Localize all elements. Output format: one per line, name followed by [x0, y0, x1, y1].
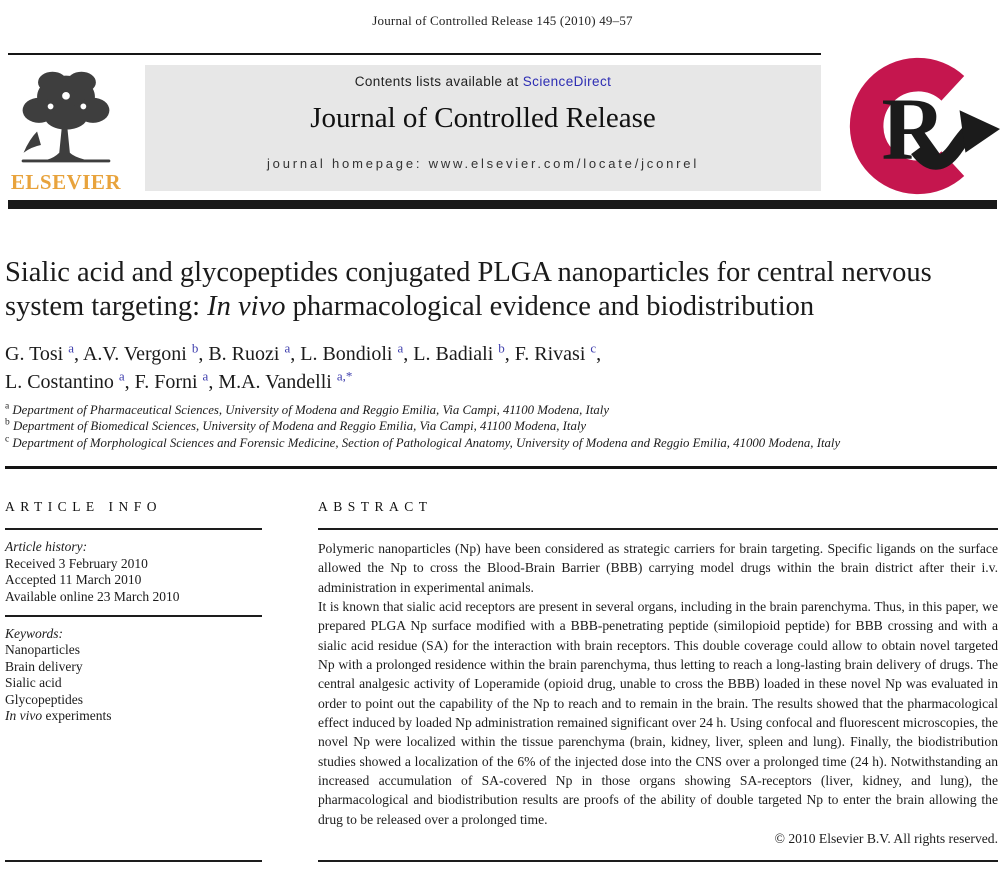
elsevier-wordmark: ELSEVIER	[10, 170, 122, 194]
article-title-line2-pre: system targeting:	[5, 291, 208, 322]
sciencedirect-link[interactable]: ScienceDirect	[522, 74, 612, 89]
contents-line	[145, 65, 821, 89]
article-title-line2-post: pharmacological evidence and biodistribution	[285, 291, 815, 322]
masthead-box	[145, 65, 821, 191]
author-name: F. Rivasi $^c$,	[514, 340, 602, 365]
abstract-heading: ABSTRACT	[318, 499, 433, 514]
top-divider	[8, 53, 821, 55]
journal-citation-header: Journal of Controlled Release 145 (2010) 49–57	[372, 13, 633, 28]
elsevier-tree-icon	[4, 64, 128, 172]
article-info-bottom-rule	[5, 860, 262, 862]
keywords-list	[5, 642, 262, 725]
abstract-rule	[318, 528, 998, 530]
abstract-section	[318, 495, 998, 849]
section-divider	[5, 466, 997, 469]
affiliation: $^b$ Department of Biomedical Sciences, University of Modena and Reggio Emilia, Via Campi, 41100 Modena, Italy	[5, 418, 587, 434]
author-list	[5, 341, 995, 396]
history-item: Available online 23 March 2010	[5, 588, 180, 604]
article-history-label: Article history:	[5, 539, 88, 554]
author-name: M.A. Vandelli $^{a,*}$	[218, 367, 353, 393]
article-history-list	[5, 556, 262, 606]
article-title	[5, 256, 1000, 324]
article-title-line2-italic: In vivo	[207, 291, 286, 322]
keywords-label: Keywords:	[5, 625, 63, 641]
journal-name: Journal of Controlled Release	[310, 102, 656, 134]
article-title-line1: Sialic acid and glycopeptides conjugated PLGA nanoparticles for central nervous	[5, 257, 932, 288]
author-name: G. Tosi $^a$,	[5, 340, 83, 365]
abstract-text	[318, 539, 998, 829]
author-name: L. Costantino $^a$,	[5, 367, 135, 393]
masthead-bottom-bar	[8, 200, 997, 209]
keyword-item: Nanoparticles	[5, 642, 80, 657]
article-info-section	[5, 495, 262, 725]
author-name: B. Ruozi $^a$,	[208, 340, 301, 365]
affiliations	[5, 402, 1000, 451]
elsevier-logo	[4, 64, 128, 195]
affiliation: $^c$ Department of Morphological Sciences and Forensic Medicine, Section of Pathological Anatomy, University of Modena and Reggio Emilia, 41000 Modena, Italy	[5, 434, 841, 450]
keyword-item: Brain delivery	[5, 658, 83, 674]
article-info-rule	[5, 528, 262, 530]
abstract-paragraph: It is known that sialic acid receptors are present in several organs, including in the brain parenchyma. Thus, in this paper, we prepared PLGA Np surface modified with a BBB-penetrating peptide (similopioid peptide) for BBB crossing and with a sialic acid residue (SA) for the interaction with brain receptors. This double coverage could allow to obtain novel targeted Np with a prolonged residence within the brain parenchyma, thus letting to reach a long-lasting brain delivery of drugs. The central analgesic activity of Loperamide (opioid drug, unable to cross the BBB) loaded in these novel Np was evaluated in order to point out the capability of the Np to reach and to remain in the brain. The results showed that the pharmacological effect induced by loaded Np administration remained significant over 24 h. Using confocal and fluorescent microscopies, the novel Np were localized within the tissue parenchyma (brain, kidney, liver, spleen and lung). Finally, the biodistribution studies showed a localization of the 6% of the injected dose into the CNS over a prolonged time (24 h). Notwithstanding an increased accumulation of SA-covered Np in those organs showing SA-receptors (liver, kidney, and lung), the pharmacological and biodistribution results are proofs of the ability of double targeted Np to enter the brain allowing the drug to be released over a prolonged time.	[318, 599, 998, 827]
author-name: L. Bondioli $^a$,	[300, 340, 414, 365]
author-name: F. Forni $^a$,	[134, 367, 219, 393]
keyword-item: Glycopeptides	[5, 691, 83, 707]
copyright-notice: © 2010 Elsevier B.V. All rights reserved.	[774, 831, 998, 847]
keyword-item: Sialic acid	[5, 675, 62, 690]
history-item: Received 3 February 2010	[5, 555, 148, 571]
svg-text:R: R	[881, 80, 946, 179]
abstract-paragraph: Polymeric nanoparticles (Np) have been considered as strategic carriers for brain targeting. Specific ligands on the surface allowed the Np to cross the Blood-Brain Barrier (BBB) carrying model drugs within the brain district after their i.v. administration in experimental animals.	[318, 541, 998, 595]
keyword-item: In vivo experiments	[5, 708, 112, 723]
abstract-bottom-rule	[318, 860, 998, 862]
author-name: L. Badiali $^b$,	[413, 340, 515, 365]
affiliation: $^a$ Department of Pharmaceutical Sciences, University of Modena and Reggio Emilia, Via Campi, 41100 Modena, Italy	[5, 401, 610, 417]
authors-line-1	[5, 341, 995, 369]
controlled-release-society-logo-icon	[844, 56, 1002, 196]
contents-line-text: Contents lists available at	[354, 74, 523, 89]
author-name: A.V. Vergoni $^b$,	[82, 340, 209, 365]
article-info-divider	[5, 615, 262, 617]
journal-homepage-link[interactable]: journal homepage: www.elsevier.com/locate/jconrel	[266, 156, 700, 171]
authors-line-2	[5, 369, 995, 397]
article-info-heading: ARTICLE INFO	[5, 499, 163, 514]
history-item: Accepted 11 March 2010	[5, 572, 142, 587]
